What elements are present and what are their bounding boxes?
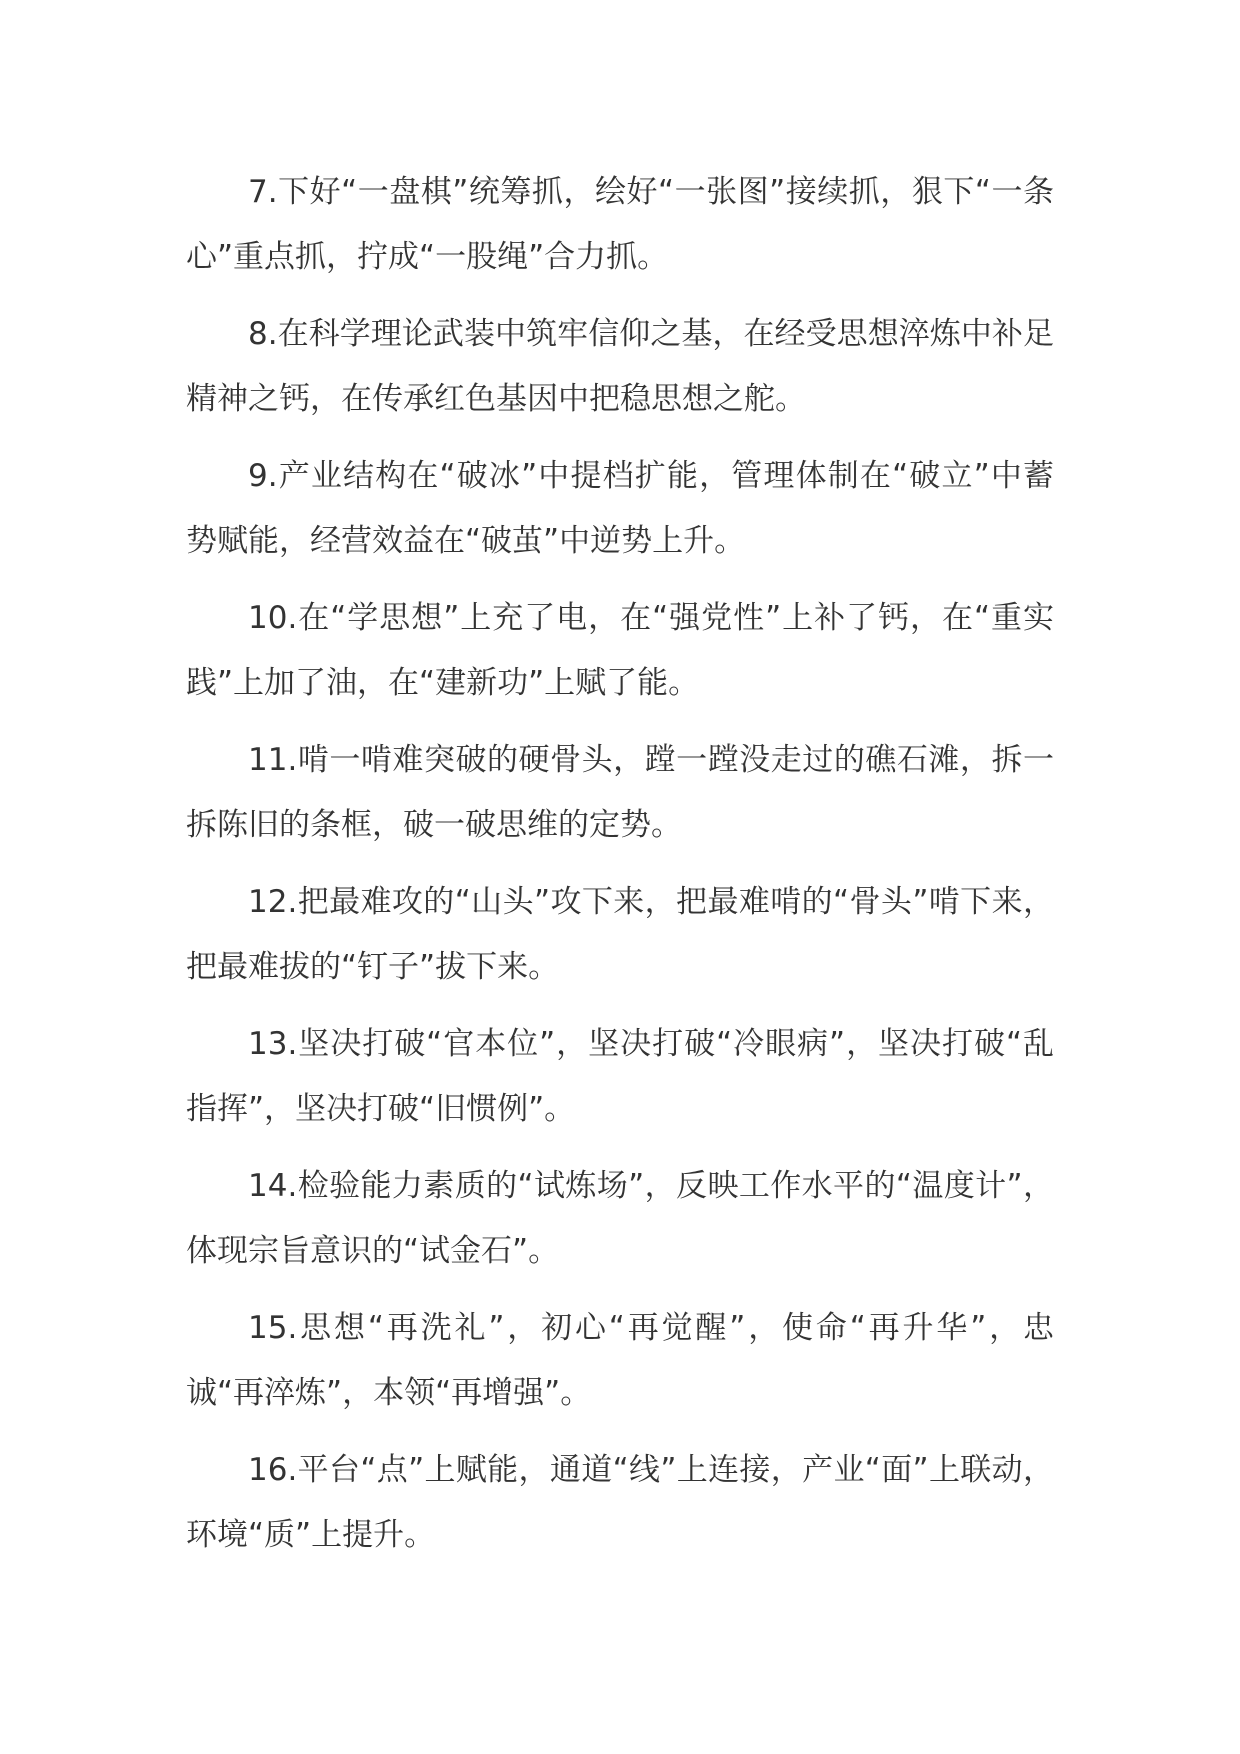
paragraph-13: 13.坚决打破“官本位”，坚决打破“冷眼病”，坚决打破“乱指挥”，坚决打破“旧惯例”。 bbox=[186, 1026, 1054, 1127]
paragraph-15: 15.思想“再洗礼”，初心“再觉醒”，使命“再升华”，忠诚“再淬炼”，本领“再增强”。 bbox=[186, 1310, 1054, 1411]
paragraph-11: 11.啃一啃难突破的硬骨头，蹚一蹚没走过的礁石滩，拆一拆陈旧的条框，破一破思维的定势。 bbox=[186, 742, 1054, 843]
paragraph-7: 7.下好“一盘棋”统筹抓，绘好“一张图”接续抓，狠下“一条心”重点抓，拧成“一股绳”合力抓。 bbox=[186, 174, 1054, 275]
paragraph-10: 10.在“学思想”上充了电，在“强党性”上补了钙，在“重实践”上加了油，在“建新功”上赋了能。 bbox=[186, 600, 1054, 701]
paragraph-16: 16.平台“点”上赋能，通道“线”上连接，产业“面”上联动，环境“质”上提升。 bbox=[186, 1452, 1054, 1553]
paragraph-12: 12.把最难攻的“山头”攻下来，把最难啃的“骨头”啃下来，把最难拔的“钉子”拔下来。 bbox=[186, 884, 1054, 985]
document-page bbox=[186, 160, 1054, 1580]
paragraph-14: 14.检验能力素质的“试炼场”，反映工作水平的“温度计”，体现宗旨意识的“试金石”。 bbox=[186, 1168, 1054, 1269]
paragraph-9: 9.产业结构在“破冰”中提档扩能，管理体制在“破立”中蓄势赋能，经营效益在“破茧”中逆势上升。 bbox=[186, 458, 1054, 559]
paragraph-8: 8.在科学理论武装中筑牢信仰之基，在经受思想淬炼中补足精神之钙，在传承红色基因中把稳思想之舵。 bbox=[186, 316, 1054, 417]
